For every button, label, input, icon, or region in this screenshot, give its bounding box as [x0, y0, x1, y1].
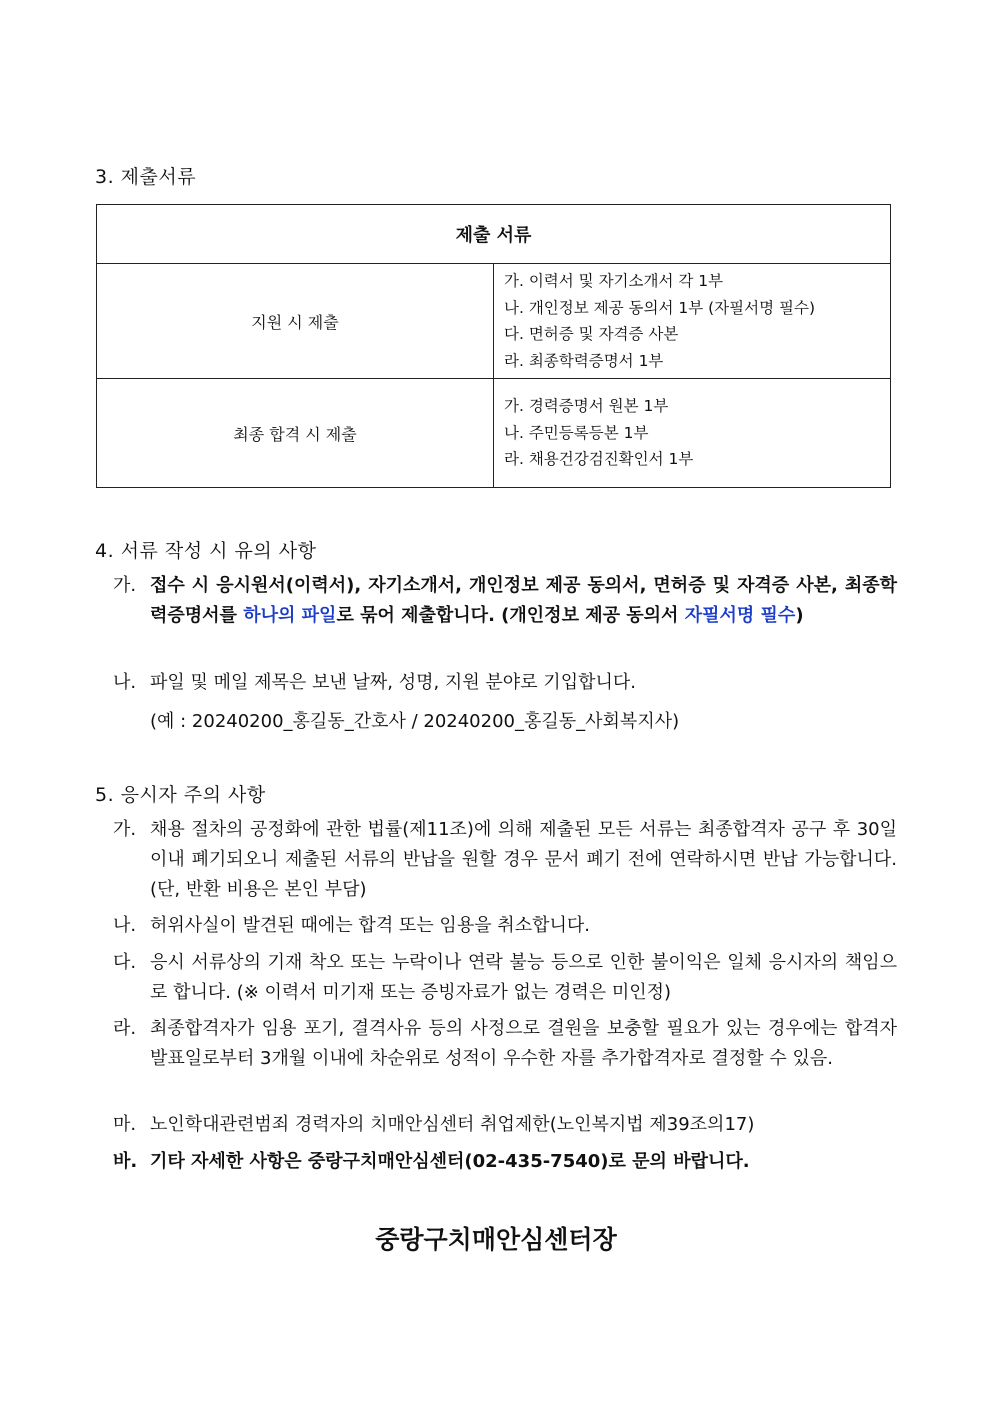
list-item: 가. 이력서 및 자기소개서 각 1부: [504, 272, 724, 290]
table-row: [97, 264, 891, 379]
item-text: 파일 및 메일 제목은 보낸 날짜, 성명, 지원 분야로 기입합니다.: [150, 672, 636, 693]
section-4-heading: 4. 서류 작성 시 유의 사항: [95, 540, 317, 562]
closing-signature: 중랑구치매안심센터장: [375, 1225, 617, 1254]
list-item: 라. 최종학력증명서 1부: [504, 351, 664, 370]
section-3-heading: 3. 제출서류: [95, 166, 197, 188]
item-text: 허위사실이 발견된 때에는 합격 또는 임용을 취소합니다.: [150, 915, 590, 936]
text-part: 접수 시 응시원서(이력서), 자기소개서, 개인정보 제공 동의서, 면허증 및 자격증 사본, 최종학력증명서를: [150, 575, 897, 626]
item-marker: 나.: [113, 915, 137, 936]
text-part: 로 묶어 제출합니다. (개인정보 제공 동의서: [336, 605, 685, 626]
documents-table-header: 제출 서류: [97, 205, 891, 264]
section-4-item-ga: [113, 571, 897, 631]
item-marker: 바.: [113, 1151, 138, 1172]
item-marker: 다.: [113, 952, 137, 973]
section-4-item-na: [113, 668, 897, 698]
item-text: 노인학대관련범죄 경력자의 치매안심센터 취업제한(노인복지법 제39조의17): [150, 1114, 755, 1135]
section-5-item: [113, 815, 897, 905]
list-item: 나. 개인정보 제공 동의서 1부 (자필서명 필수): [504, 298, 815, 317]
item-text: 응시 서류상의 기재 착오 또는 누락이나 연락 불능 등으로 인한 불이익은 일체 응시자의 책임으로 합니다. (※ 이력서 미기재 또는 증빙자료가 없는 경력은 미인정): [150, 952, 897, 1003]
item-text: 기타 자세한 사항은 중랑구치매안심센터(02-435-7540)로 문의 바랍니다.: [150, 1151, 750, 1172]
list-item: 가. 경력증명서 원본 1부: [504, 397, 669, 416]
highlight-one-file: 하나의 파일: [243, 605, 337, 626]
list-item: 나. 주민등록등본 1부: [504, 423, 649, 442]
table-row: [97, 379, 891, 488]
item-marker: 라.: [113, 1018, 137, 1039]
row-label: 지원 시 제출: [97, 264, 494, 379]
section-5-item: [113, 1147, 897, 1177]
text-part: ): [795, 605, 804, 626]
list-item: 다. 면허증 및 자격증 사본: [504, 325, 679, 343]
list-item: 라. 채용건강검진확인서 1부: [504, 450, 694, 469]
highlight-signature: 자필서명 필수: [684, 605, 796, 626]
section-5-heading: 5. 응시자 주의 사항: [95, 784, 266, 806]
documents-table: [96, 204, 891, 488]
filename-example: (예 : 20240200_홍길동_간호사 / 20240200_홍길동_사회복지사): [150, 711, 680, 732]
section-5-item: [113, 948, 897, 1008]
item-marker: 나.: [113, 672, 137, 693]
row-items: [494, 264, 891, 379]
item-marker: 마.: [113, 1114, 137, 1135]
section-5-item: [113, 1110, 897, 1140]
item-text: 최종합격자가 임용 포기, 결격사유 등의 사정으로 결원을 보충할 필요가 있는 경우에는 합격자 발표일로부터 3개월 이내에 차순위로 성적이 우수한 자를 추가합격자로 결정할 수 있음.: [150, 1018, 897, 1069]
item-text: 채용 절차의 공정화에 관한 법률(제11조)에 의해 제출된 모든 서류는 최종합격자 공구 후 30일 이내 폐기되오니 제출된 서류의 반납을 원할 경우 문서 폐기 전에 연락하시면 반납 가능합니다. (단, 반환 비용은 본인 부담): [150, 819, 897, 900]
item-marker: 가.: [113, 819, 137, 840]
item-marker: 가.: [113, 575, 137, 596]
row-items: [494, 379, 891, 488]
section-5-item: [113, 911, 897, 941]
section-5-item: [113, 1014, 897, 1074]
row-label: 최종 합격 시 제출: [97, 379, 494, 488]
item-text: [150, 571, 897, 631]
